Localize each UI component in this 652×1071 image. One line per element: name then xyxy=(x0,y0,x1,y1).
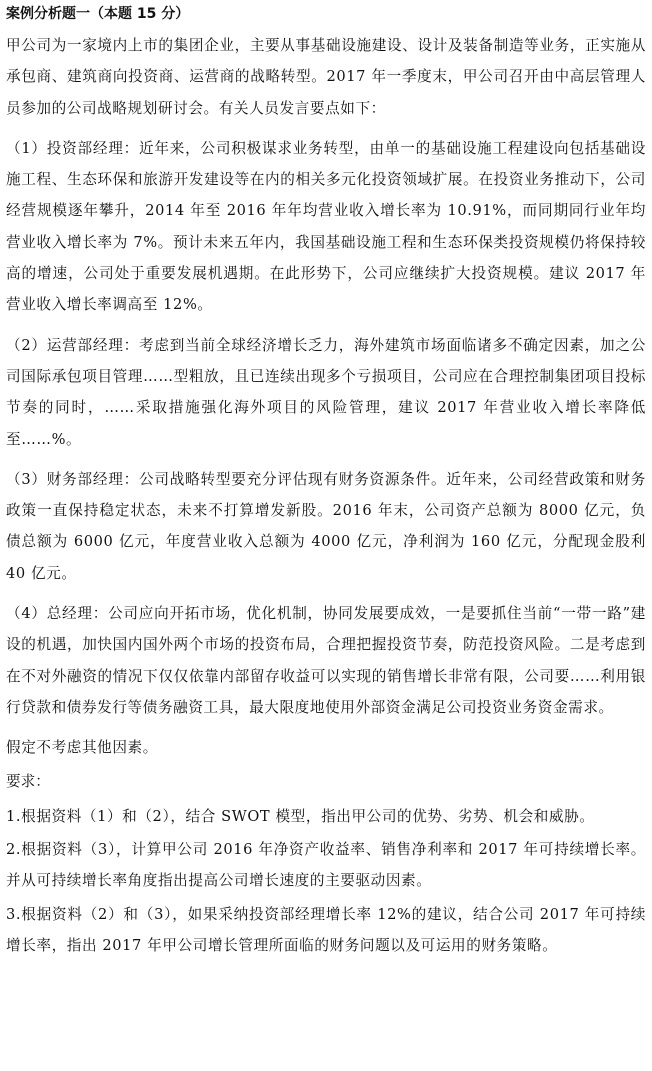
intro-paragraph: 甲公司为一家境内上市的集团企业，主要从事基础设施建设、设计及装备制造等业务，正实施从承包商、建筑商向投资商、运营商的战略转型。2017 年一季度末，甲公司召开由中高层管理人员参加的公司战略规划研讨会。有关人员发言要点如下： xyxy=(6,37,646,117)
assumption-text: 假定不考虑其他因素。 xyxy=(6,739,158,757)
speech-operations-manager: （2）运营部经理：考虑到当前全球经济增长乏力，海外建筑市场面临诸多不确定因素，加之公司国际承包项目管理……型粗放，且已连续出现多个亏损项目，公司应在合理控制集团项目投标节奏的同时，……采取措施强化海外项目的风险管理，建议 2017 年营业收入增长率降低至……%。 xyxy=(6,336,646,448)
speech-finance-manager: （3）财务部经理：公司战略转型要充分评估现有财务资源条件。近年来，公司经营政策和财务政策一直保持稳定状态，未来不打算增发新股。2016 年末，公司资产总额为 8000 亿元，负债总额为 6000 亿元，年度营业收入总额为 4000 亿元，净利润为 160 亿元，分配现金股利 40 亿元。 xyxy=(6,470,646,582)
requirement-item: 2.根据资料（3），计算甲公司 2016 年净资产收益率、销售净利率和 2017 年可持续增长率。并从可持续增长率角度指出提高公司增长速度的主要驱动因素。 xyxy=(6,841,646,890)
speech-general-manager: （4）总经理：公司应向开拓市场，优化机制，协同发展要成效，一是要抓住当前“一带一路”建设的机遇，加快国内国外两个市场的投资布局，合理把握投资节奏，防范投资风险。二是考虑到在不对外融资的情况下仅仅依靠内部留存收益可以实现的销售增长非常有限，公司要……利用银行贷款和债券发行等债务融资工具，最大限度地使用外部资金满足公司投资业务资金需求。 xyxy=(6,605,646,716)
requirement-item: 1.根据资料（1）和（2），结合 SWOT 模型，指出甲公司的优势、劣势、机会和威胁。 xyxy=(6,807,595,825)
speech-investment-manager: （1）投资部经理：近年来，公司积极谋求业务转型，由单一的基础设施工程建设向包括基础设施工程、生态环保和旅游开发建设等在内的相关多元化投资领域扩展。在投资业务推动下，公司经营规模逐年攀升，2014 年至 2016 年年均营业收入增长率为 10.91%，而同期同行业年均营业收入增长率为 7%。预计未来五年内，我国基础设施工程和生态环保类投资规模仍将保持较高的增速，公司处于重要发展机遇期。在此形势下，公司应继续扩大投资规模。建议 2017 年营业收入增长率调高至 12%。 xyxy=(6,139,646,314)
requirement-item: 3.根据资料（2）和（3），如果采纳投资部经理增长率 12%的建议，结合公司 2017 年可持续增长率，指出 2017 年甲公司增长管理所面临的财务问题以及可运用的财务策略。 xyxy=(6,905,646,955)
requirements-label: 要求： xyxy=(6,772,50,790)
case-title: 案例分析题一（本题 15 分） xyxy=(6,6,190,22)
